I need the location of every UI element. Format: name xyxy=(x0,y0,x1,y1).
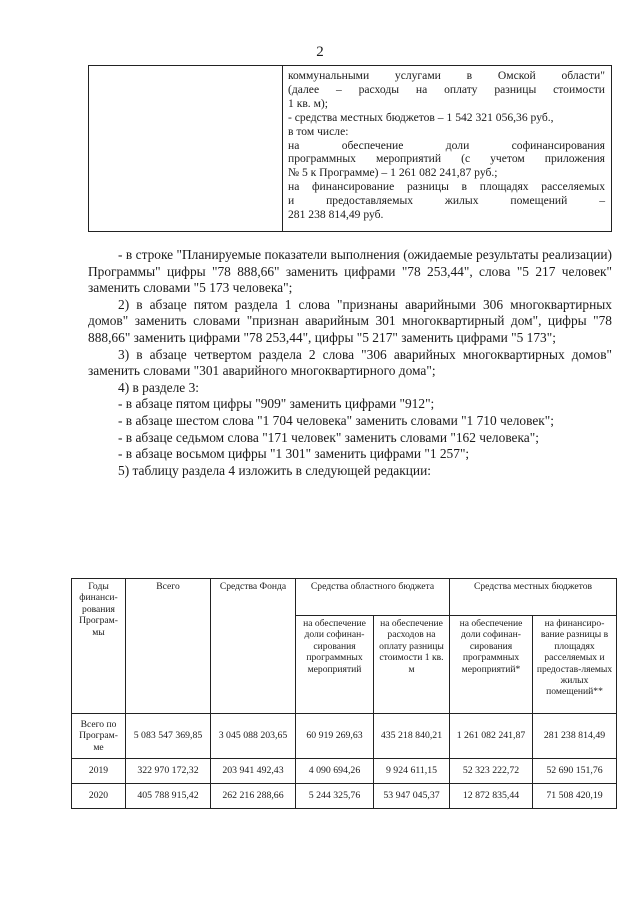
continuation-table-left-cell xyxy=(89,66,283,232)
header-regional-cofinancing: на обеспечение доли софинан-сирования программных мероприятий xyxy=(296,616,374,714)
cell-local-area-difference: 52 690 151,76 xyxy=(533,759,617,784)
header-regional-budget: Средства областного бюджета xyxy=(296,579,450,616)
header-total: Всего xyxy=(126,579,211,714)
header-local-budgets: Средства местных бюджетов xyxy=(450,579,617,616)
header-local-cofinancing: на обеспечение доли софинан-сирования программных мероприятий* xyxy=(450,616,533,714)
cell-fund: 3 045 088 203,65 xyxy=(211,714,296,759)
continuation-line: № 5 к Программе) – 1 261 082 241,87 руб.; xyxy=(288,166,498,180)
cell-local-cofinancing: 12 872 835,44 xyxy=(450,784,533,809)
paragraph: - в строке "Планируемые показатели выполнения (ожидаемые результаты реализации) Программы" цифры "78 888,66" заменить цифрами "78 253,44", слова "5 217 человек" заменить словами "5 173 человека"; xyxy=(88,247,612,296)
continuation-line: - средства местных бюджетов – 1 542 321 056,36 руб., xyxy=(288,110,554,124)
continuation-line: и предоставляемых жилых помещений – xyxy=(288,194,605,208)
page-number: 2 xyxy=(316,44,324,60)
header-regional-price-difference: на обеспечение расходов на оплату разницы стоимости 1 кв. м xyxy=(374,616,450,714)
header-years: Годы финанси-рования Програм-мы xyxy=(72,579,126,714)
header-local-area-difference: на финансиро-вание разницы в площадях расселяемых и предостав-ляемых жилых помещений** xyxy=(533,616,617,714)
amendment-text xyxy=(88,247,612,479)
cell-year: 2020 xyxy=(72,784,126,809)
cell-local-area-difference: 281 238 814,49 xyxy=(533,714,617,759)
continuation-line: (далее – расходы на оплату разницы стоимости xyxy=(288,82,605,96)
cell-regional-cofinancing: 5 244 325,76 xyxy=(296,784,374,809)
cell-local-cofinancing: 1 261 082 241,87 xyxy=(450,714,533,759)
cell-fund: 262 216 288,66 xyxy=(211,784,296,809)
header-fund: Средства Фонда xyxy=(211,579,296,714)
table-row xyxy=(72,784,617,809)
cell-total: 322 970 172,32 xyxy=(126,759,211,784)
cell-fund: 203 941 492,43 xyxy=(211,759,296,784)
cell-regional-price-difference: 53 947 045,37 xyxy=(374,784,450,809)
financing-table xyxy=(71,578,617,809)
continuation-line: программных мероприятий (с учетом приложения xyxy=(288,152,605,166)
cell-local-cofinancing: 52 323 222,72 xyxy=(450,759,533,784)
paragraph: - в абзаце пятом цифры "909" заменить цифрами "912"; xyxy=(118,396,435,412)
paragraph: 2) в абзаце пятом раздела 1 слова "признаны аварийными 306 многоквартирных домов" заменить словами "признан аварийным 301 многоквартирный дом", цифры "78 888,66" заменить цифрами "78 253,44", цифры "5 217" заменить цифрами "5 173"; xyxy=(88,296,612,345)
continuation-line: в том числе: xyxy=(288,124,349,138)
paragraph: 4) в разделе 3: xyxy=(118,379,200,395)
paragraph: - в абзаце шестом слова "1 704 человека" заменить словами "1 710 человек"; xyxy=(118,412,554,428)
paragraph: - в абзаце седьмом слова "171 человек" заменить словами "162 человека"; xyxy=(118,429,539,445)
paragraph: - в абзаце восьмом цифры "1 301" заменить цифрами "1 257"; xyxy=(118,446,470,462)
continuation-line: коммунальными услугами в Омской области" xyxy=(288,69,605,82)
cell-regional-cofinancing: 60 919 269,63 xyxy=(296,714,374,759)
continuation-table xyxy=(88,65,612,232)
table-row xyxy=(72,759,617,784)
cell-regional-price-difference: 435 218 840,21 xyxy=(374,714,450,759)
cell-regional-price-difference: 9 924 611,15 xyxy=(374,759,450,784)
cell-total: 405 788 915,42 xyxy=(126,784,211,809)
continuation-line: на финансирование разницы в площадях расселяемых xyxy=(288,180,605,194)
continuation-line: 281 238 814,49 руб. xyxy=(288,208,384,222)
cell-year: Всего по Програм-ме xyxy=(72,714,126,759)
cell-year: 2019 xyxy=(72,759,126,784)
cell-regional-cofinancing: 4 090 694,26 xyxy=(296,759,374,784)
continuation-line: на обеспечение доли софинансирования xyxy=(288,138,605,152)
cell-total: 5 083 547 369,85 xyxy=(126,714,211,759)
paragraph: 5) таблицу раздела 4 изложить в следующей редакции: xyxy=(118,462,431,478)
continuation-table-right-cell xyxy=(283,66,612,232)
paragraph: 3) в абзаце четвертом раздела 2 слова "306 аварийных многоквартирных домов" заменить словами "301 аварийного многоквартирного дома"; xyxy=(88,346,612,379)
table-row xyxy=(72,714,617,759)
cell-local-area-difference: 71 508 420,19 xyxy=(533,784,617,809)
continuation-line: 1 кв. м); xyxy=(288,96,329,110)
